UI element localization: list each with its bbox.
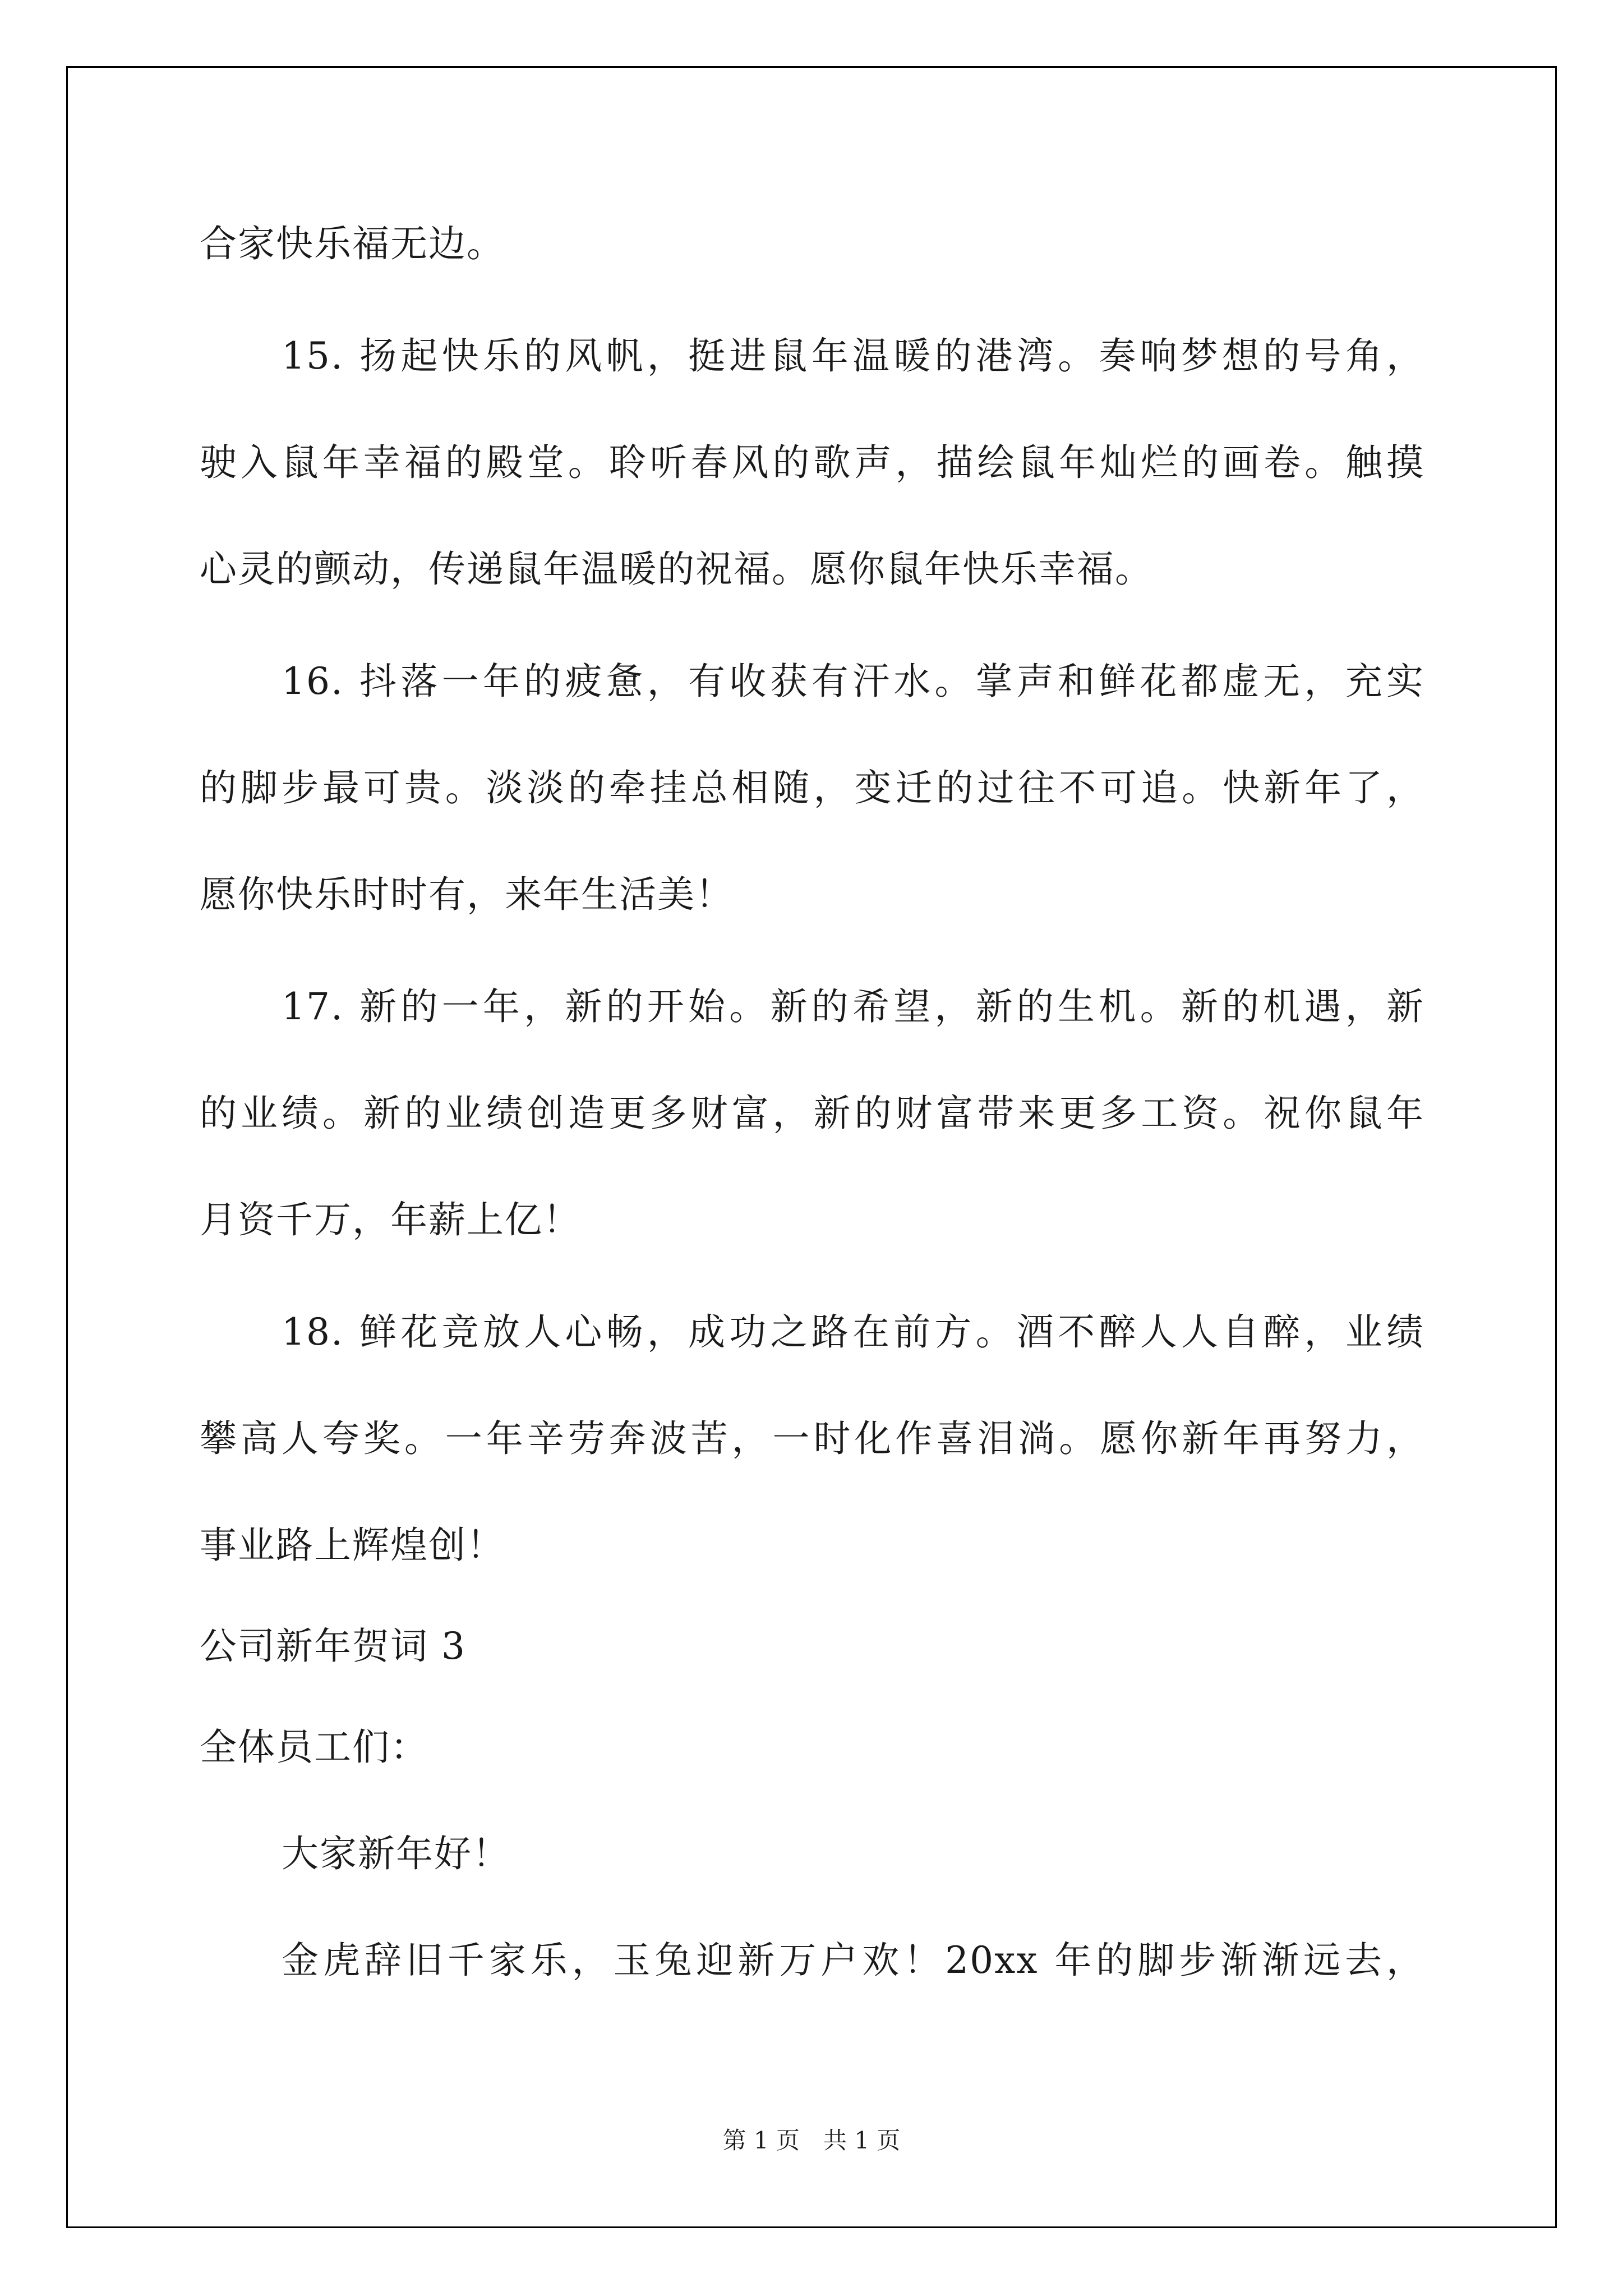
- page-border: [66, 66, 1557, 2228]
- text-line-8: 17. 新的一年，新的开始。新的希望，新的生机。新的机遇，新: [282, 985, 1424, 1028]
- salutation: 全体员工们：: [200, 1726, 428, 1769]
- text-line-2: 15. 扬起快乐的风帆，挺进鼠年温暖的港湾。奏响梦想的号角，: [282, 334, 1424, 378]
- page-footer: 第 1 页 共 1 页: [722, 2127, 901, 2154]
- text-line-4: 心灵的颤动，传递鼠年温暖的祝福。愿你鼠年快乐幸福。: [200, 547, 1153, 591]
- text-line-6: 的脚步最可贵。淡淡的牵挂总相随，变迁的过往不可追。快新年了，: [200, 766, 1424, 809]
- section-heading: 公司新年贺词 3: [200, 1625, 466, 1668]
- text-line-10: 月资千万，年薪上亿！: [200, 1198, 581, 1241]
- greeting: 大家新年好！: [282, 1832, 510, 1875]
- text-line-9: 的业绩。新的业绩创造更多财富，新的财富带来更多工资。祝你鼠年: [200, 1092, 1424, 1135]
- text-line-17: 金虎辞旧千家乐，玉兔迎新万户欢！20xx 年的脚步渐渐远去，: [282, 1939, 1424, 1982]
- text-line-5: 16. 抖落一年的疲惫，有收获有汗水。掌声和鲜花都虚无，充实: [282, 660, 1424, 703]
- text-line-3: 驶入鼠年幸福的殿堂。聆听春风的歌声，描绘鼠年灿烂的画卷。触摸: [200, 441, 1424, 484]
- text-line-1: 合家快乐福无边。: [200, 222, 505, 265]
- text-line-13: 事业路上辉煌创！: [200, 1524, 505, 1567]
- text-line-11: 18. 鲜花竞放人心畅，成功之路在前方。酒不醉人人自醉，业绩: [282, 1310, 1424, 1354]
- text-line-12: 攀高人夸奖。一年辛劳奔波苦，一时化作喜泪淌。愿你新年再努力，: [200, 1417, 1424, 1460]
- text-line-7: 愿你快乐时时有，来年生活美！: [200, 873, 734, 916]
